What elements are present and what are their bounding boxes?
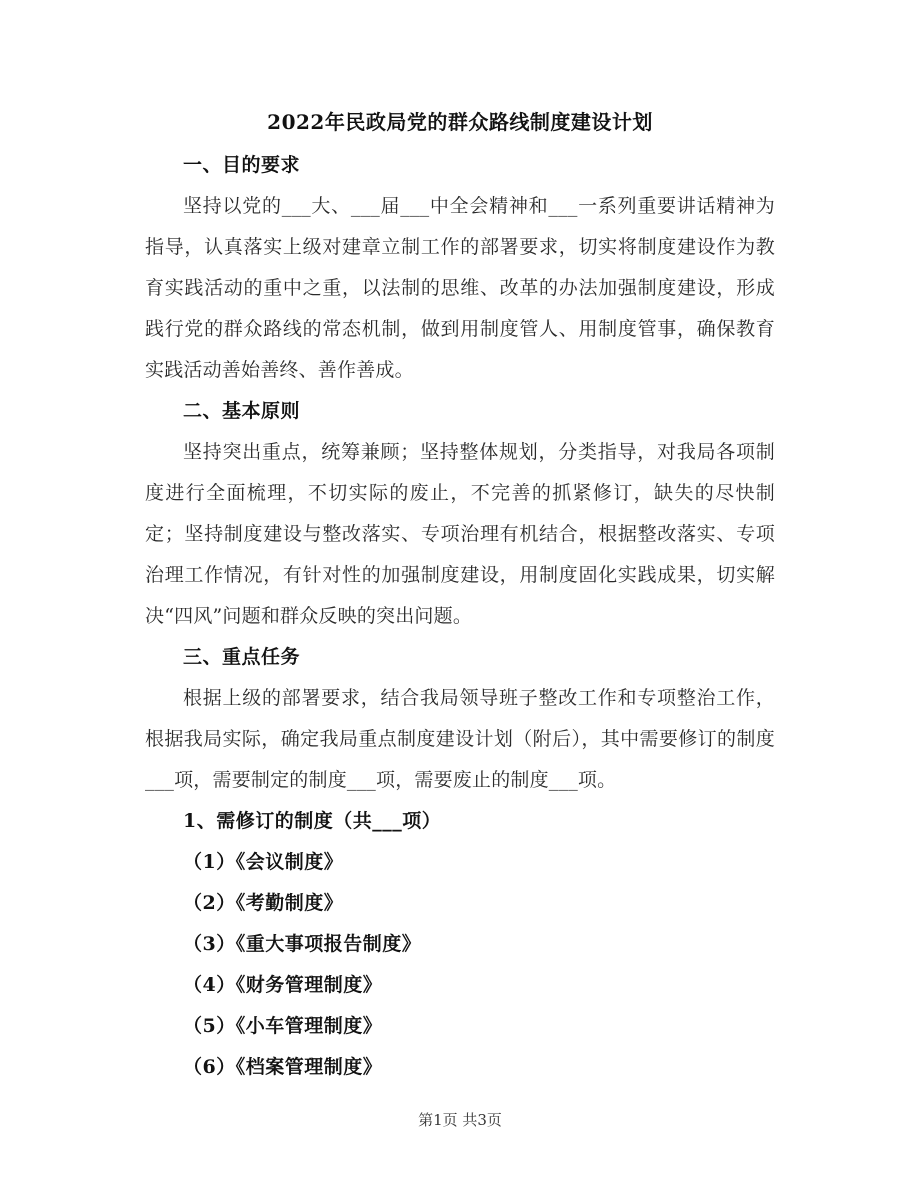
list-item: （1）《会议制度》 [183, 851, 344, 873]
list-item: （4）《财务管理制度》 [183, 974, 383, 996]
section-heading-principles: 二、基本原则 [183, 400, 301, 422]
list-item: （6）《档案管理制度》 [183, 1056, 383, 1078]
section-paragraph-principles: 坚持突出重点，统筹兼顾；坚持整体规划，分类指导，对我局各项制度进行全面梳理，不切实际的废止，不完善的抓紧修订，缺失的尽快制定；坚持制度建设与整改落实、专项治理有机结合，根据整改落实、专项治理工作情况，有针对性的加强制度建设，用制度固化实践成果，切实解决“四风”问题和群众反映的突出问题。 [145, 441, 775, 627]
sub-heading-systems-to-revise: 1、需修订的制度（共___项） [183, 810, 442, 832]
section-heading-purpose: 一、目的要求 [183, 154, 301, 176]
document-body [145, 105, 775, 1088]
section-paragraph-purpose: 坚持以党的___大、___届___中全会精神和___一系列重要讲话精神为指导，认真落实上级对建章立制工作的部署要求，切实将制度建设作为教育实践活动的重中之重，以法制的思维、改革的办法加强制度建设，形成践行党的群众路线的常态机制，做到用制度管人、用制度管事，确保教育实践活动善始善终、善作善成。 [145, 195, 775, 381]
list-item: （2）《考勤制度》 [183, 892, 344, 914]
section-paragraph-key-tasks: 根据上级的部署要求，结合我局领导班子整改工作和专项整治工作，根据我局实际，确定我局重点制度建设计划（附后），其中需要修订的制度___项，需要制定的制度___项，需要废止的制度___项。 [145, 687, 775, 791]
page-footer: 第1页 共3页 [418, 1111, 502, 1129]
list-item: （3）《重大事项报告制度》 [183, 933, 422, 955]
list-item: （5）《小车管理制度》 [183, 1015, 383, 1037]
page-title: 2022年民政局党的群众路线制度建设计划 [267, 110, 653, 134]
section-heading-key-tasks: 三、重点任务 [183, 646, 301, 668]
